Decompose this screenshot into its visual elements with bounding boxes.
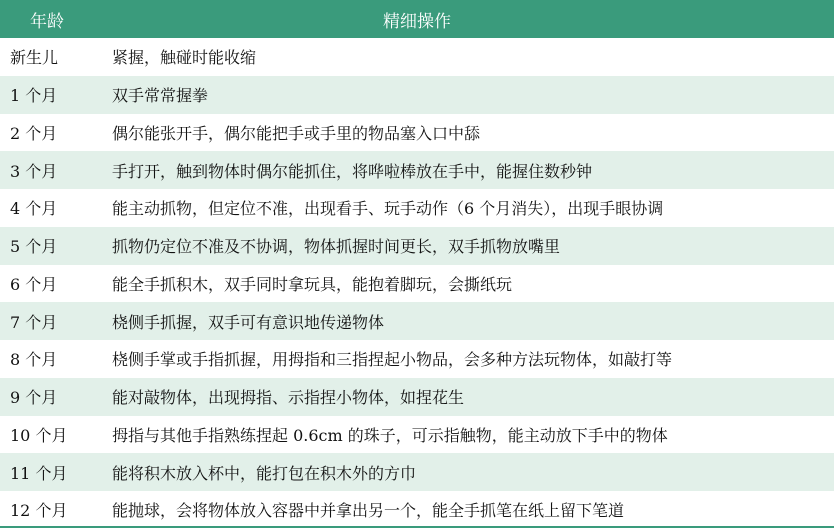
table-row bbox=[0, 189, 834, 227]
table-row bbox=[0, 340, 834, 378]
fine-motor-column-header: 精细操作 bbox=[383, 11, 451, 32]
age-cell: 10 个月 bbox=[10, 425, 68, 445]
age-cell: 4 个月 bbox=[10, 199, 58, 219]
description-cell: 桡侧手抓握，双手可有意识地传递物体 bbox=[112, 312, 385, 332]
description-cell: 紧握，触碰时能收缩 bbox=[112, 48, 257, 68]
table-bottom-border bbox=[0, 526, 834, 528]
description-cell: 双手常常握拳 bbox=[112, 86, 209, 106]
description-cell: 桡侧手掌或手指抓握，用拇指和三指捏起小物品，会多种方法玩物体，如敲打等 bbox=[112, 350, 673, 370]
age-cell: 11 个月 bbox=[10, 463, 68, 483]
description-cell: 能主动抓物，但定位不准，出现看手、玩手动作（6 个月消失），出现手眼协调 bbox=[112, 199, 664, 219]
table-body bbox=[0, 38, 834, 529]
age-cell: 新生儿 bbox=[10, 48, 59, 68]
table-row bbox=[0, 265, 834, 303]
description-cell: 能将积木放入杯中，能打包在积木外的方巾 bbox=[112, 463, 417, 483]
description-cell: 拇指与其他手指熟练捏起 0.6cm 的珠子，可示指触物，能主动放下手中的物体 bbox=[112, 425, 668, 445]
age-cell: 8 个月 bbox=[10, 350, 58, 370]
description-cell: 能抛球，会将物体放入容器中并拿出另一个，能全手抓笔在纸上留下笔道 bbox=[112, 501, 625, 521]
table-row bbox=[0, 151, 834, 189]
description-cell: 能全手抓积木，双手同时拿玩具，能抱着脚玩，会撕纸玩 bbox=[112, 274, 513, 294]
age-cell: 12 个月 bbox=[10, 501, 68, 521]
table-row bbox=[0, 378, 834, 416]
table-row bbox=[0, 491, 834, 529]
description-cell: 偶尔能张开手，偶尔能把手或手里的物品塞入口中舔 bbox=[112, 123, 481, 143]
table-row bbox=[0, 227, 834, 265]
age-cell: 5 个月 bbox=[10, 237, 58, 257]
description-cell: 手打开，触到物体时偶尔能抓住，将哗啦棒放在手中，能握住数秒钟 bbox=[112, 161, 593, 181]
table-header bbox=[0, 0, 834, 38]
table-row bbox=[0, 114, 834, 152]
table-row bbox=[0, 76, 834, 114]
age-cell: 6 个月 bbox=[10, 274, 58, 294]
age-cell: 1 个月 bbox=[10, 86, 58, 106]
age-cell: 3 个月 bbox=[10, 161, 58, 181]
table-row bbox=[0, 302, 834, 340]
age-cell: 9 个月 bbox=[10, 388, 58, 408]
age-column-header: 年龄 bbox=[30, 11, 64, 32]
header-row bbox=[0, 0, 834, 38]
age-cell: 2 个月 bbox=[10, 123, 58, 143]
age-cell: 7 个月 bbox=[10, 312, 58, 332]
table-row bbox=[0, 416, 834, 454]
description-cell: 抓物仍定位不准及不协调，物体抓握时间更长，双手抓物放嘴里 bbox=[112, 237, 561, 257]
description-cell: 能对敲物体，出现拇指、示指捏小物体，如捏花生 bbox=[112, 388, 465, 408]
table-row bbox=[0, 38, 834, 76]
table-row bbox=[0, 453, 834, 491]
